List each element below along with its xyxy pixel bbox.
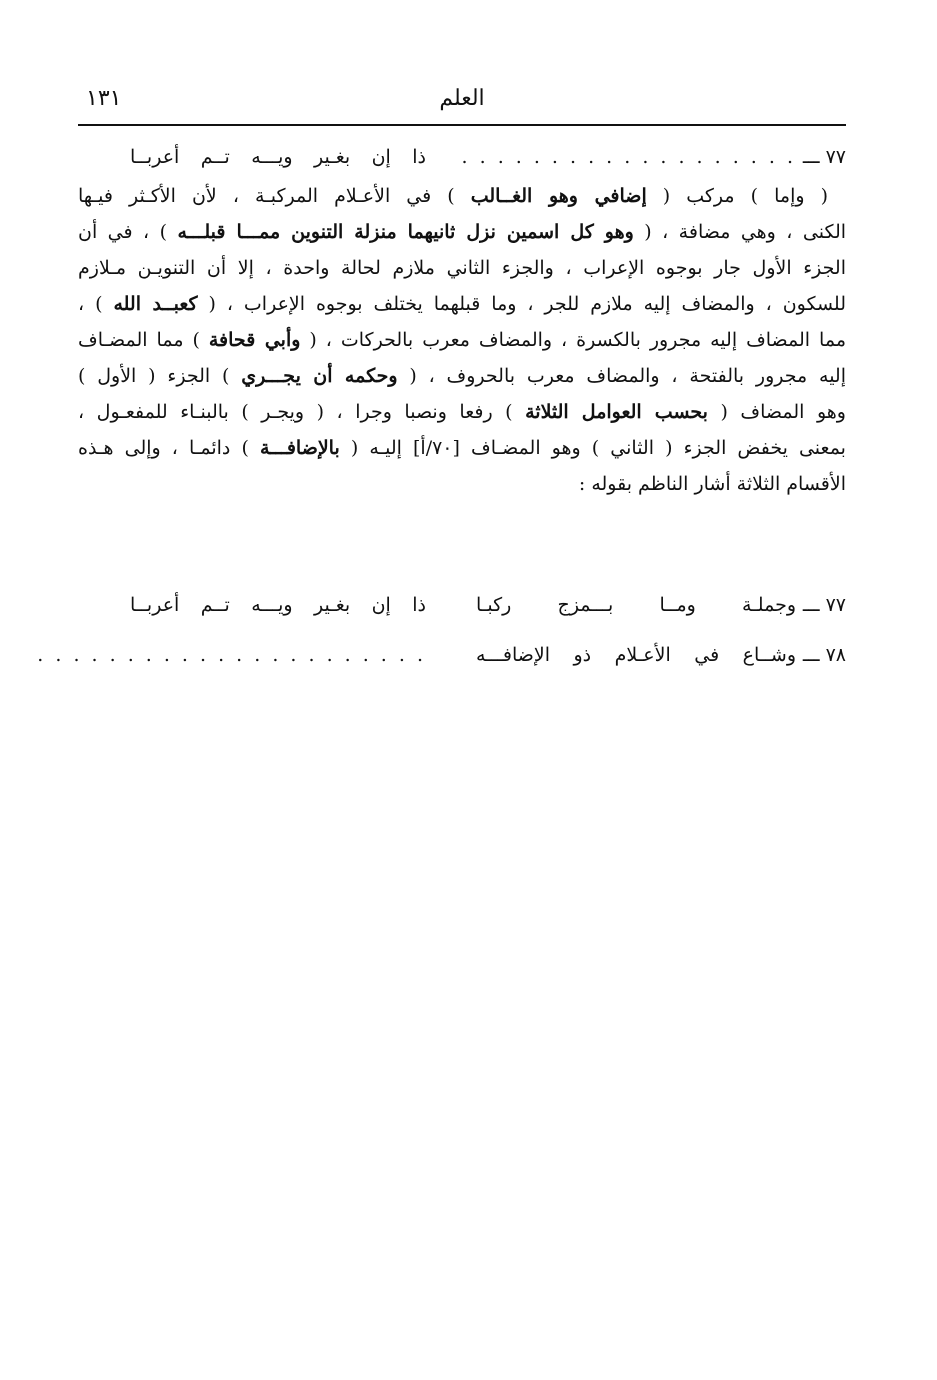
paragraph-line: الأقسام الثلاثة أشار الناظم بقوله : (578, 473, 846, 495)
verse-line (130, 142, 846, 178)
paragraph-line: للسكون ، والمضاف إليه ملازم للجر ، وما قبلهما يختلف بوجوه الإعراب ، ( كعبــد الله ) ، (78, 293, 847, 315)
bold-phrase: وحكمه أن يجـــري (241, 365, 398, 387)
running-title: العلم (439, 86, 485, 111)
paragraph-line: بمعنى يخفض الجزء ( الثاني ) وهو المضـاف [٧٠/أ] إليـه ( بالإضافـــة ) دائمـا ، وإلى هـذه (78, 437, 846, 459)
verse-first-hemistich: . . . . . . . . . . . . . . . . . . . (461, 146, 796, 168)
page-header (78, 80, 846, 124)
verse-second-hemistich: ذا إن بغـير ويـــه تــم أعربــا (130, 146, 426, 168)
verse-number: ٧٨ ـــ (802, 644, 846, 666)
paragraph-line: وهو المضاف ( بحسب العوامل الثلاثة ) رفعا ونصبا وجرا ، ( ويجـر ) بالبنـاء للمفعـول ، (78, 401, 846, 423)
page-number: ١٣١ (86, 86, 122, 111)
header-rule (78, 124, 846, 126)
bold-phrase: وهو كل اسمين نزل ثانيهما منزلة التنوين ممـــا قبلـــه (177, 221, 634, 243)
verse-first-hemistich: وشــاع في الأعـلام ذو الإضافـــه (476, 644, 796, 666)
paragraph-line: الجزء الأول جار بوجوه الإعراب ، والجزء الثاني ملازم لحالة واحدة ، إلا أن التنويـن مـلازم (78, 257, 846, 279)
verse-line (130, 590, 846, 626)
verse-number: ٧٧ ـــ (802, 146, 846, 168)
bold-phrase: وأبي قحافة (208, 329, 301, 351)
paragraph-line: الكنى ، وهي مضافة ، ( وهو كل اسمين نزل ثانيهما منزلة التنوين ممـــا قبلـــه ) ، في أن (78, 221, 847, 243)
paragraph-line: مما المضاف إليه مجرور بالكسرة ، والمضاف معرب بالحركات ، ( وأبي قحافة ) مما المضـاف (78, 329, 847, 351)
verse-number: ٧٧ ـــ (802, 594, 846, 616)
commentary-paragraph (78, 178, 846, 502)
paragraph-line: إليه مجرور بالفتحة ، والمضاف معرب بالحروف ، ( وحكمه أن يجـــري ) الجزء ( الأول ) (78, 365, 846, 387)
verse-second-hemistich: . . . . . . . . . . . . . . . . . . . . . . (37, 644, 426, 666)
verse-first-hemistich: وجملـة ومــا بـــمزج ركبـا (476, 594, 796, 616)
bold-phrase: بحسب العوامل الثلاثة (525, 401, 708, 423)
verse-line (37, 640, 846, 676)
verse-second-hemistich: ذا إن بغـير ويـــه تــم أعربــا (130, 594, 426, 616)
bold-phrase: إضافي وهو الغــالب (470, 185, 647, 207)
bold-phrase: كعبــد الله (113, 293, 198, 315)
bold-phrase: بالإضافـــة (259, 437, 340, 459)
paragraph-line: ( وإما ) مركب ( إضافي وهو الغــالب ) في الأعـلام المركبـة ، لأن الأكـثر فيـها (78, 185, 828, 207)
